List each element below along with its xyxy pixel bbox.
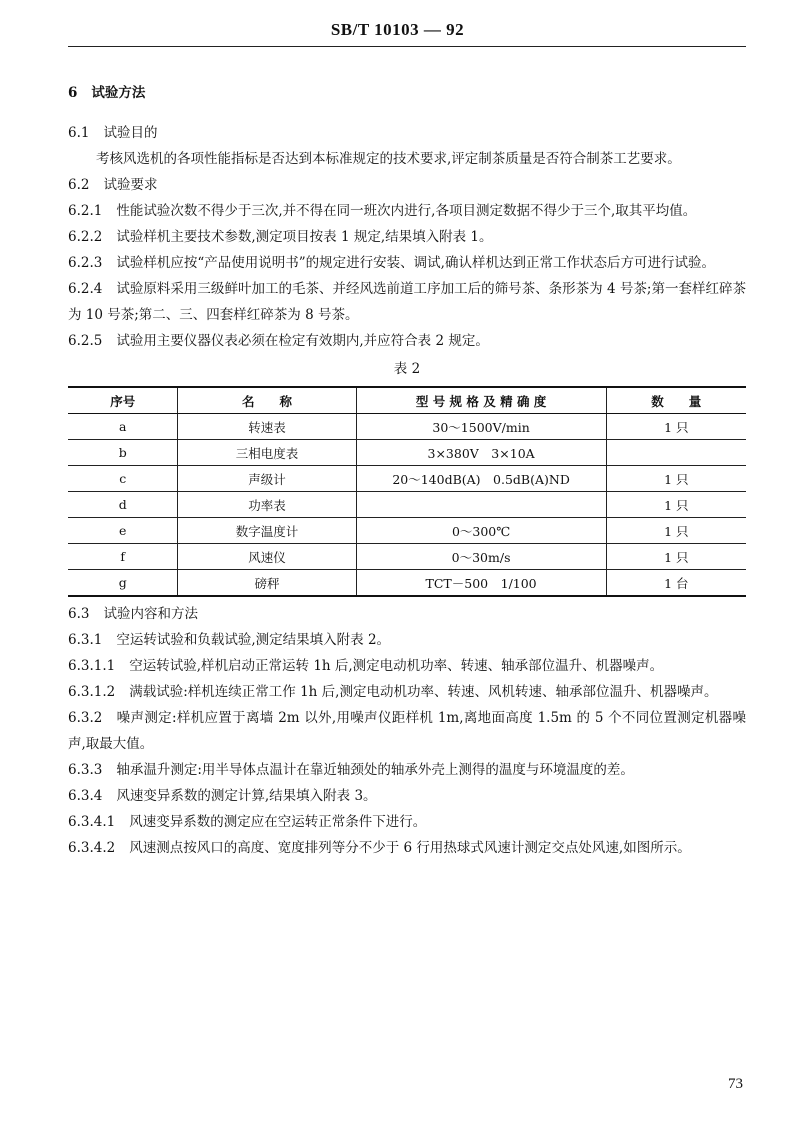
clause-text bbox=[68, 705, 746, 757]
clause-number: 6.3.1 bbox=[68, 632, 103, 648]
clause-body: 风速变异系数的测定应在空运转正常条件下进行。 bbox=[129, 814, 427, 830]
clause-number: 6.3.1.1 bbox=[68, 658, 116, 674]
clause-body: 轴承温升测定:用半导体点温计在靠近轴颈处的轴承外壳上测得的温度与环境温度的差。 bbox=[116, 762, 634, 778]
clause-title: 试验要求 bbox=[103, 177, 158, 193]
table-row bbox=[68, 466, 746, 492]
section-number: 6 bbox=[68, 85, 78, 101]
clause-body: 满载试验:样机连续正常工作 1h 后,测定电动机功率、转速、风机转速、轴承部位温升、机器噪声。 bbox=[129, 684, 718, 700]
clause-number: 6.1 bbox=[68, 125, 90, 141]
clause-number: 6.2.2 bbox=[68, 229, 103, 245]
clause-text bbox=[68, 276, 746, 328]
clause-text bbox=[68, 224, 746, 250]
cell-quantity: 1 只 bbox=[606, 518, 746, 544]
header-rule bbox=[68, 46, 746, 47]
cell-index: e bbox=[68, 518, 178, 544]
cell-name: 转速表 bbox=[178, 414, 356, 440]
document-body bbox=[68, 80, 746, 861]
cell-spec: 3×380V 3×10A bbox=[356, 440, 606, 466]
clause-number: 6.3.4 bbox=[68, 788, 103, 804]
clause-heading bbox=[68, 172, 746, 198]
cell-index: b bbox=[68, 440, 178, 466]
cell-name: 声级计 bbox=[178, 466, 356, 492]
cell-name: 风速仪 bbox=[178, 544, 356, 570]
clause-text bbox=[68, 835, 746, 861]
cell-spec: TCT－500 1/100 bbox=[356, 570, 606, 597]
clause-text: 考核风选机的各项性能指标是否达到本标准规定的技术要求,评定制茶质量是否符合制茶工艺要求。 bbox=[96, 151, 681, 167]
clause-body: 噪声测定:样机应置于离墙 2m 以外,用噪声仪距样机 1m,离地面高度 1.5m 的 5 个不同位置测定机器噪声,取最大值。 bbox=[68, 710, 746, 752]
clause-heading bbox=[68, 120, 746, 146]
clause-text bbox=[68, 198, 746, 224]
table-caption: 表 2 bbox=[393, 361, 421, 377]
cell-spec: 0～30m/s bbox=[356, 544, 606, 570]
table-row bbox=[68, 492, 746, 518]
clause-number: 6.2.1 bbox=[68, 203, 103, 219]
clause-number: 6.3.4.1 bbox=[68, 814, 116, 830]
clause-number: 6.2.4 bbox=[68, 281, 103, 297]
clause-text bbox=[68, 809, 746, 835]
header-cell-spec: 型 号 规 格 及 精 确 度 bbox=[356, 387, 606, 414]
cell-spec bbox=[356, 492, 606, 518]
clause-number: 6.3.1.2 bbox=[68, 684, 116, 700]
clause-body: 试验用主要仪器仪表必须在检定有效期内,并应符合表 2 规定。 bbox=[116, 333, 489, 349]
table-row bbox=[68, 414, 746, 440]
section-title: 试验方法 bbox=[91, 85, 146, 101]
cell-index: c bbox=[68, 466, 178, 492]
clause-heading bbox=[68, 601, 746, 627]
header-cell-name: 名 称 bbox=[178, 387, 356, 414]
clause-body: 试验样机应按“产品使用说明书”的规定进行安装、调试,确认样机达到正常工作状态后方可进行试验。 bbox=[116, 255, 715, 271]
clause-body: 试验样机主要技术参数,测定项目按表 1 规定,结果填入附表 1。 bbox=[116, 229, 493, 245]
clause-number: 6.3 bbox=[68, 606, 90, 622]
clause-text bbox=[68, 328, 746, 354]
clause-body: 性能试验次数不得少于三次,并不得在同一班次内进行,各项目测定数据不得少于三个,取其平均值。 bbox=[116, 203, 697, 219]
clause-number: 6.2 bbox=[68, 177, 90, 193]
clause-number: 6.3.3 bbox=[68, 762, 103, 778]
clause-text bbox=[68, 783, 746, 809]
clause-text bbox=[68, 627, 746, 653]
clause-number: 6.2.5 bbox=[68, 333, 103, 349]
document-header: SB/T 10103 — 92 bbox=[330, 20, 465, 39]
cell-quantity: 1 只 bbox=[606, 492, 746, 518]
cell-name: 数字温度计 bbox=[178, 518, 356, 544]
clause-number: 6.3.2 bbox=[68, 710, 103, 726]
cell-spec: 20～140dB(A) 0.5dB(A)ND bbox=[356, 466, 606, 492]
page-number: 73 bbox=[728, 1076, 743, 1092]
cell-name: 功率表 bbox=[178, 492, 356, 518]
table-row bbox=[68, 544, 746, 570]
table-row bbox=[68, 518, 746, 544]
clause-text bbox=[68, 679, 746, 705]
cell-index: a bbox=[68, 414, 178, 440]
cell-index: d bbox=[68, 492, 178, 518]
section-heading bbox=[68, 80, 746, 106]
cell-quantity: 1 台 bbox=[606, 570, 746, 597]
cell-spec: 0～300℃ bbox=[356, 518, 606, 544]
clause-body: 风速测点按风口的高度、宽度排列等分不少于 6 行用热球式风速计测定交点处风速,如图所示。 bbox=[129, 840, 691, 856]
clause-text bbox=[68, 757, 746, 783]
cell-name: 磅秤 bbox=[178, 570, 356, 597]
clause-body: 空运转试验和负载试验,测定结果填入附表 2。 bbox=[116, 632, 391, 648]
clause-body: 风速变异系数的测定计算,结果填入附表 3。 bbox=[116, 788, 377, 804]
clause-body: 试验原料采用三级鲜叶加工的毛茶、并经风选前道工序加工后的筛号茶、条形茶为 4 号茶;第一套样红碎茶为 10 号茶;第二、三、四套样红碎茶为 8 号茶。 bbox=[68, 281, 746, 323]
clause-title: 试验内容和方法 bbox=[103, 606, 198, 622]
clause-title: 试验目的 bbox=[103, 125, 158, 141]
cell-quantity bbox=[606, 440, 746, 466]
clause-text bbox=[68, 250, 746, 276]
clause-body: 空运转试验,样机启动正常运转 1h 后,测定电动机功率、转速、轴承部位温升、机器噪声。 bbox=[129, 658, 664, 674]
header-cell-index: 序号 bbox=[68, 387, 178, 414]
clause-number: 6.3.4.2 bbox=[68, 840, 116, 856]
instrument-table bbox=[68, 386, 746, 597]
cell-spec: 30～1500V/min bbox=[356, 414, 606, 440]
table-row bbox=[68, 440, 746, 466]
header-cell-quantity: 数 量 bbox=[606, 387, 746, 414]
cell-quantity: 1 只 bbox=[606, 414, 746, 440]
table-header-row bbox=[68, 387, 746, 414]
clause-number: 6.2.3 bbox=[68, 255, 103, 271]
cell-index: f bbox=[68, 544, 178, 570]
clause-text bbox=[68, 653, 746, 679]
cell-quantity: 1 只 bbox=[606, 466, 746, 492]
cell-index: g bbox=[68, 570, 178, 597]
cell-name: 三相电度表 bbox=[178, 440, 356, 466]
cell-quantity: 1 只 bbox=[606, 544, 746, 570]
table-row bbox=[68, 570, 746, 597]
